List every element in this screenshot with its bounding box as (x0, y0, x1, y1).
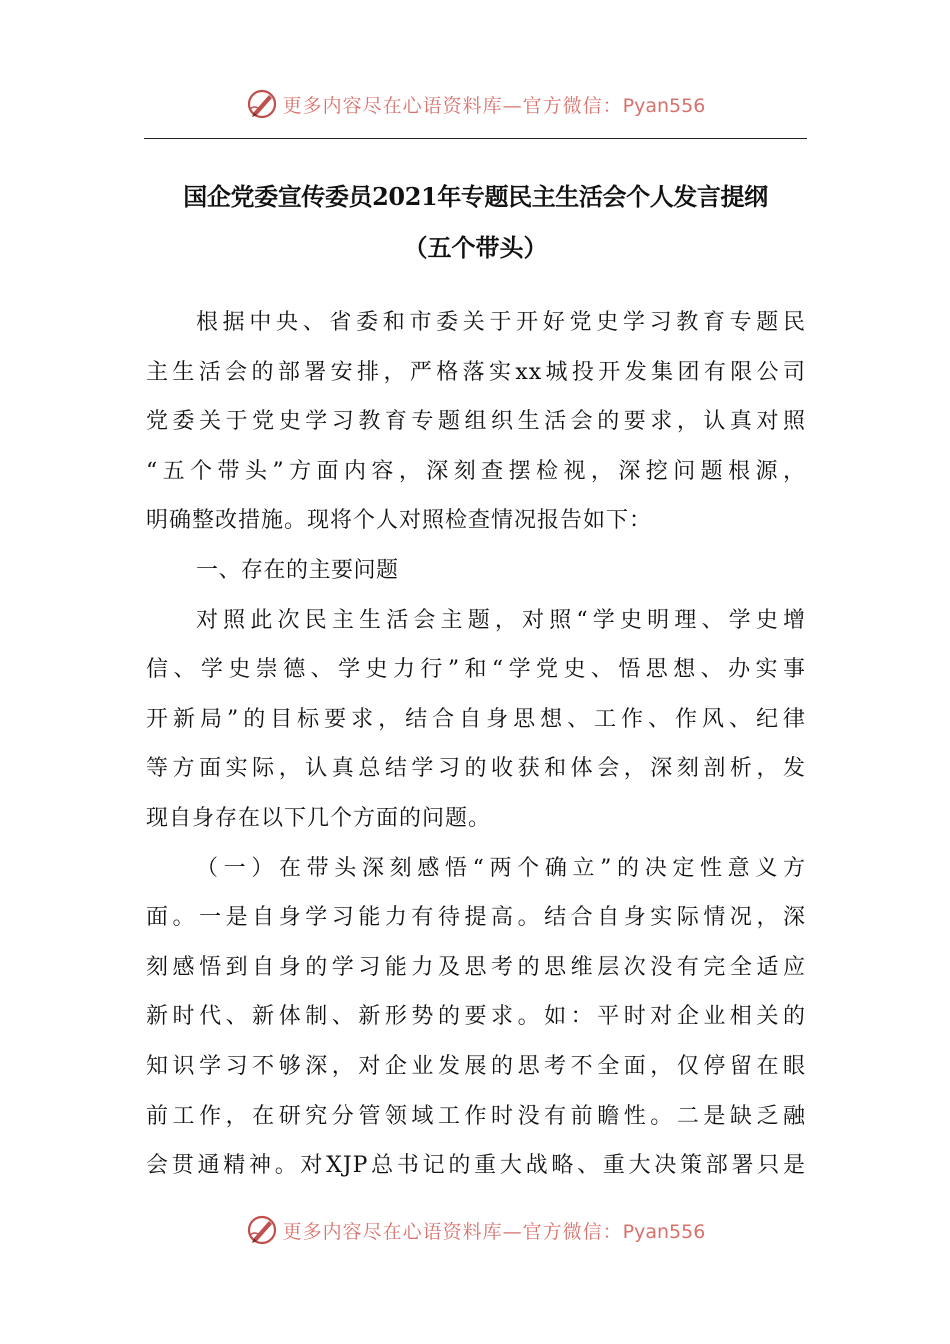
paragraph-line: 根据中央、省委和市委关于开好党史学习教育专题民 (196, 310, 806, 335)
paragraph-line: 新时代、新体制、新形势的要求。如：平时对企业相关的 (146, 1004, 806, 1030)
banner-slogan: 更多内容尽在心语资料库—官方微信： (282, 1220, 623, 1243)
document-title: 国企党委宣传委员2021年专题民主生活会个人发言提纲 (183, 182, 768, 211)
pen-circle-logo-icon (245, 87, 279, 121)
banner-slogan: 更多内容尽在心语资料库—官方微信： (282, 94, 623, 117)
section-heading: 一、存在的主要问题 (196, 557, 399, 583)
footer-banner (0, 1208, 950, 1252)
paragraph-line: 对照此次民主生活会主题，对照“学史明理、学史增 (196, 607, 806, 633)
paragraph-line: 主生活会的部署安排，严格落实xx城投开发集团有限公司 (146, 359, 806, 385)
header-banner (0, 82, 950, 126)
paragraph-line: 会贯通精神。对XJP总书记的重大战略、重大决策部署只是 (146, 1153, 806, 1179)
paragraph-line: 党委关于党史学习教育专题组织生活会的要求，认真对照 (146, 409, 806, 435)
paragraph-line: 知识学习不够深，对企业发展的思考不全面，仅停留在眼 (146, 1053, 806, 1079)
paragraph-line: “五个带头”方面内容，深刻查摆检视，深挖问题根源， (146, 458, 806, 484)
document-subtitle: （五个带头） (403, 233, 548, 262)
pen-circle-logo-icon (245, 1213, 279, 1247)
banner-text (283, 91, 706, 118)
paragraph-line: 等方面实际，认真总结学习的收获和体会，深刻剖析，发 (146, 756, 806, 782)
paragraph-line: 刻感悟到自身的学习能力及思考的思维层次没有完全适应 (146, 954, 806, 980)
banner-wechat-id: Pyan556 (622, 1220, 706, 1243)
paragraph-line: （一）在带头深刻感悟“两个确立”的决定性意义方 (196, 855, 806, 881)
paragraph-line: 现自身存在以下几个方面的问题。 (146, 805, 492, 831)
paragraph-line: 前工作，在研究分管领域工作时没有前瞻性。二是缺乏融 (146, 1103, 806, 1129)
paragraph-line: 开新局”的目标要求，结合自身思想、工作、作风、纪律 (146, 706, 806, 732)
header-divider (144, 138, 807, 139)
banner-wechat-id: Pyan556 (622, 94, 706, 117)
paragraph-line: 明确整改措施。现将个人对照检查情况报告如下： (146, 508, 653, 534)
paragraph-line: 信、学史崇德、学史力行”和“学党史、悟思想、办实事 (146, 657, 806, 683)
banner-text (283, 1217, 706, 1244)
document-body (146, 298, 806, 1191)
paragraph-line: 面。一是自身学习能力有待提高。结合自身实际情况，深 (146, 905, 806, 931)
